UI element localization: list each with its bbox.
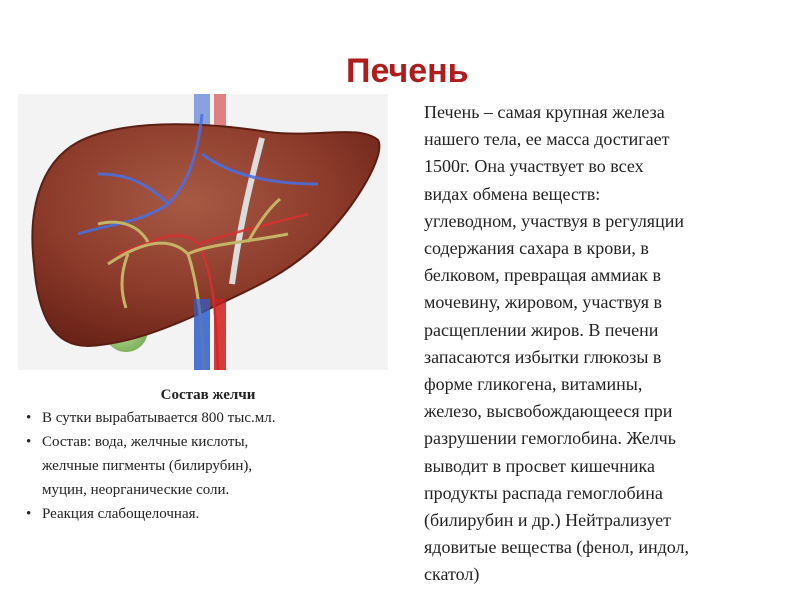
bullet-icon: • xyxy=(26,434,32,450)
composition-list xyxy=(24,406,384,526)
liver-description: Печень – самая крупная железа нашего тела, ее масса достигает 1500г. Она участвует во всех видах обмена веществ: углеводном, участвуя в регуляции содержания сахара в крови, в белковом, превращая аммиак в мочевину, жировом, участвуя в расщеплении жиров. В печени запасаются избытки глюкозы в форме гликогена, витамины, железо, высвобождающееся при разрушении гемоглобина. Желчь выводит в просвет кишечника продукты распада гемоглобина (билирубин и др.) Нейтрализует ядовитые вещества (фенол, индол, скатол) xyxy=(424,102,689,585)
list-item xyxy=(24,502,384,526)
portal-vein xyxy=(194,299,210,370)
liver-illustration xyxy=(18,94,388,370)
bullet-icon: • xyxy=(26,506,32,522)
bile-composition xyxy=(24,384,384,526)
liver-drawing xyxy=(18,94,388,370)
bullet-icon: • xyxy=(26,410,32,426)
list-item-text: Состав: вода, желчные кислоты, желчные пигменты (билирубин), муцин, неорганические соли. xyxy=(42,434,253,498)
list-item-text: Реакция слабощелочная. xyxy=(42,506,200,522)
list-item xyxy=(24,430,384,502)
list-item xyxy=(24,406,384,430)
composition-heading: Состав желчи xyxy=(160,387,256,403)
slide-title: Печень xyxy=(346,52,469,90)
list-item-text: В сутки вырабатывается 800 тыс.мл. xyxy=(42,410,276,426)
aorta-lower xyxy=(214,299,226,370)
